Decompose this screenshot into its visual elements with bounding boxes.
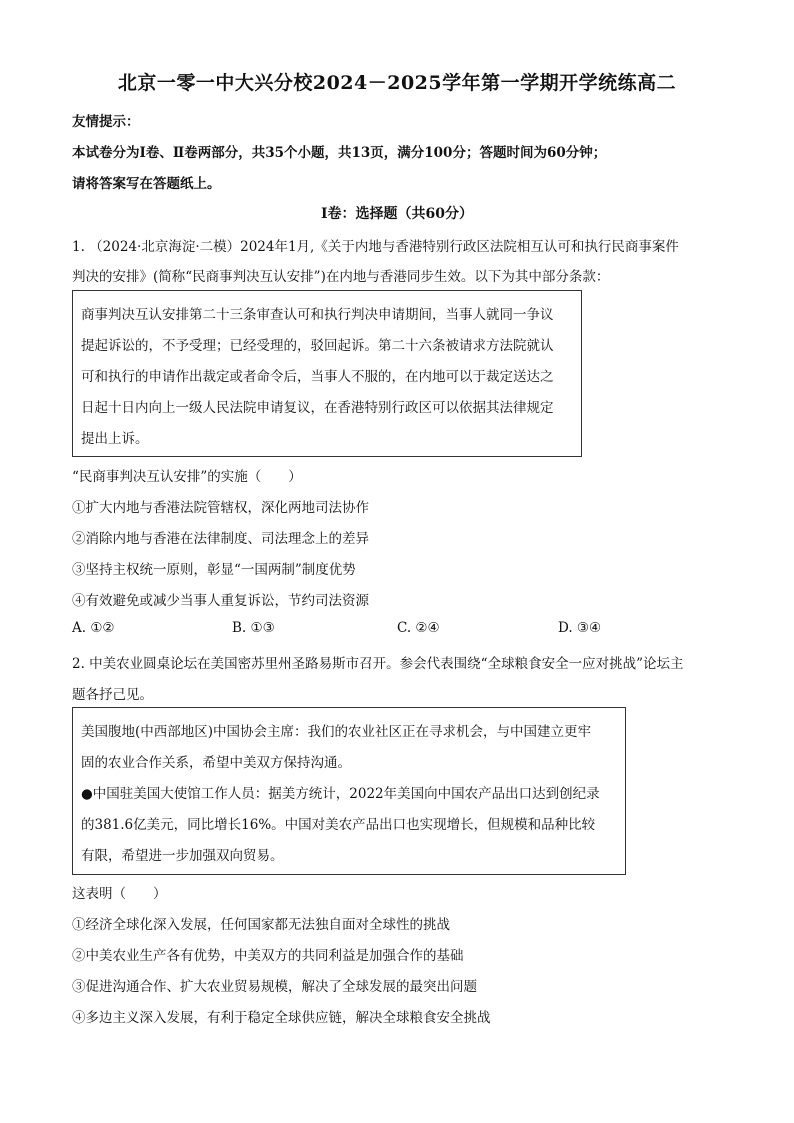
q2-question: 这表明（ ） (72, 886, 167, 902)
q1-box-line: 提起诉讼的，不予受理；已经受理的，驳回起诉。第二十六条被请求方法院就认 (81, 338, 554, 354)
q1-box-line: 日起十日内向上一级人民法院申请复议，在香港特别行政区可以依据其法律规定 (81, 400, 554, 416)
q2-item-3: ③促进沟通合作、扩大农业贸易规模，解决了全球发展的最突出问题 (72, 979, 477, 995)
q1-options (72, 620, 632, 640)
q1-item-3: ③坚持主权统一原则，彰显“一国两制”制度优势 (72, 562, 356, 578)
q1-item-1: ①扩大内地与香港法院管辖权，深化两地司法协作 (72, 500, 369, 516)
q2-item-1: ①经济全球化深入发展，任何国家都无法独自面对全球性的挑战 (72, 917, 450, 933)
tips-line-1: 本试卷分为Ⅰ卷、Ⅱ卷两部分，共35个小题，共13页，满分100分；答题时间为60分钟； (72, 145, 607, 161)
q1-quote-box (72, 290, 582, 457)
q1-stem-line-1: 1. （2024·北京海淀·二模）2024年1月,《关于内地与香港特别行政区法院相互认可和执行民商事案件 (72, 239, 679, 255)
tips-line-2: 请将答案写在答题纸上。 (72, 176, 221, 192)
q2-box-line: 美国腹地(中西部地区)中国协会主席：我们的农业社区正在寻求机会，与中国建立更牢 (81, 724, 592, 740)
q1-option-c[interactable]: C. ②④ (397, 620, 440, 636)
q2-item-2: ②中美农业生产各有优势，中美双方的共同利益是加强合作的基础 (72, 948, 464, 964)
q2-quote-box (72, 707, 626, 875)
q1-stem-line-2: 判决的安排》(简称“民商事判决互认安排”)在内地与香港同步生效。以下为其中部分条款： (72, 269, 610, 285)
q1-option-d[interactable]: D. ③④ (558, 620, 602, 636)
q1-box-line: 提出上诉。 (81, 431, 149, 447)
q1-item-2: ②消除内地与香港在法律制度、司法理念上的差异 (72, 531, 369, 547)
q2-stem-line-2: 题各抒己见。 (72, 687, 153, 703)
q2-stem-line-1: 2. 中美农业圆桌论坛在美国密苏里州圣路易斯市召开。参会代表围绕“全球粮食安全一应对挑战”论坛主 (72, 656, 684, 672)
q2-box-line: 的381.6亿美元，同比增长16%。中国对美农产品出口也实现增长，但规模和品种比较 (81, 817, 596, 833)
exam-title: 北京一零一中大兴分校2024－2025学年第一学期开学统练高二 (117, 72, 677, 94)
q1-option-b[interactable]: B. ①③ (232, 620, 275, 636)
section-heading: Ⅰ卷：选择题（共60分） (320, 206, 474, 222)
q2-box-line: ●中国驻美国大使馆工作人员：据美方统计，2022年美国向中国农产品出口达到创纪录 (81, 786, 600, 802)
q1-option-a[interactable]: A. ①② (72, 620, 115, 636)
q2-box-line: 有限，希望进一步加强双向贸易。 (81, 848, 284, 864)
q2-box-line: 固的农业合作关系，希望中美双方保持沟通。 (81, 755, 351, 771)
q1-item-4: ④有效避免或减少当事人重复诉讼，节约司法资源 (72, 593, 369, 609)
q1-box-line: 商事判决互认安排第二十三条审查认可和执行判决申请期间，当事人就同一争议 (81, 307, 554, 323)
q1-question: “民商事判决互认安排”的实施（ ） (72, 469, 302, 485)
q1-box-line: 可和执行的申请作出裁定或者命令后，当事人不服的，在内地可以于裁定送达之 (81, 369, 554, 385)
q2-item-4: ④多边主义深入发展，有利于稳定全球供应链，解决全球粮食安全挑战 (72, 1010, 491, 1026)
tips-heading: 友情提示： (72, 114, 140, 130)
